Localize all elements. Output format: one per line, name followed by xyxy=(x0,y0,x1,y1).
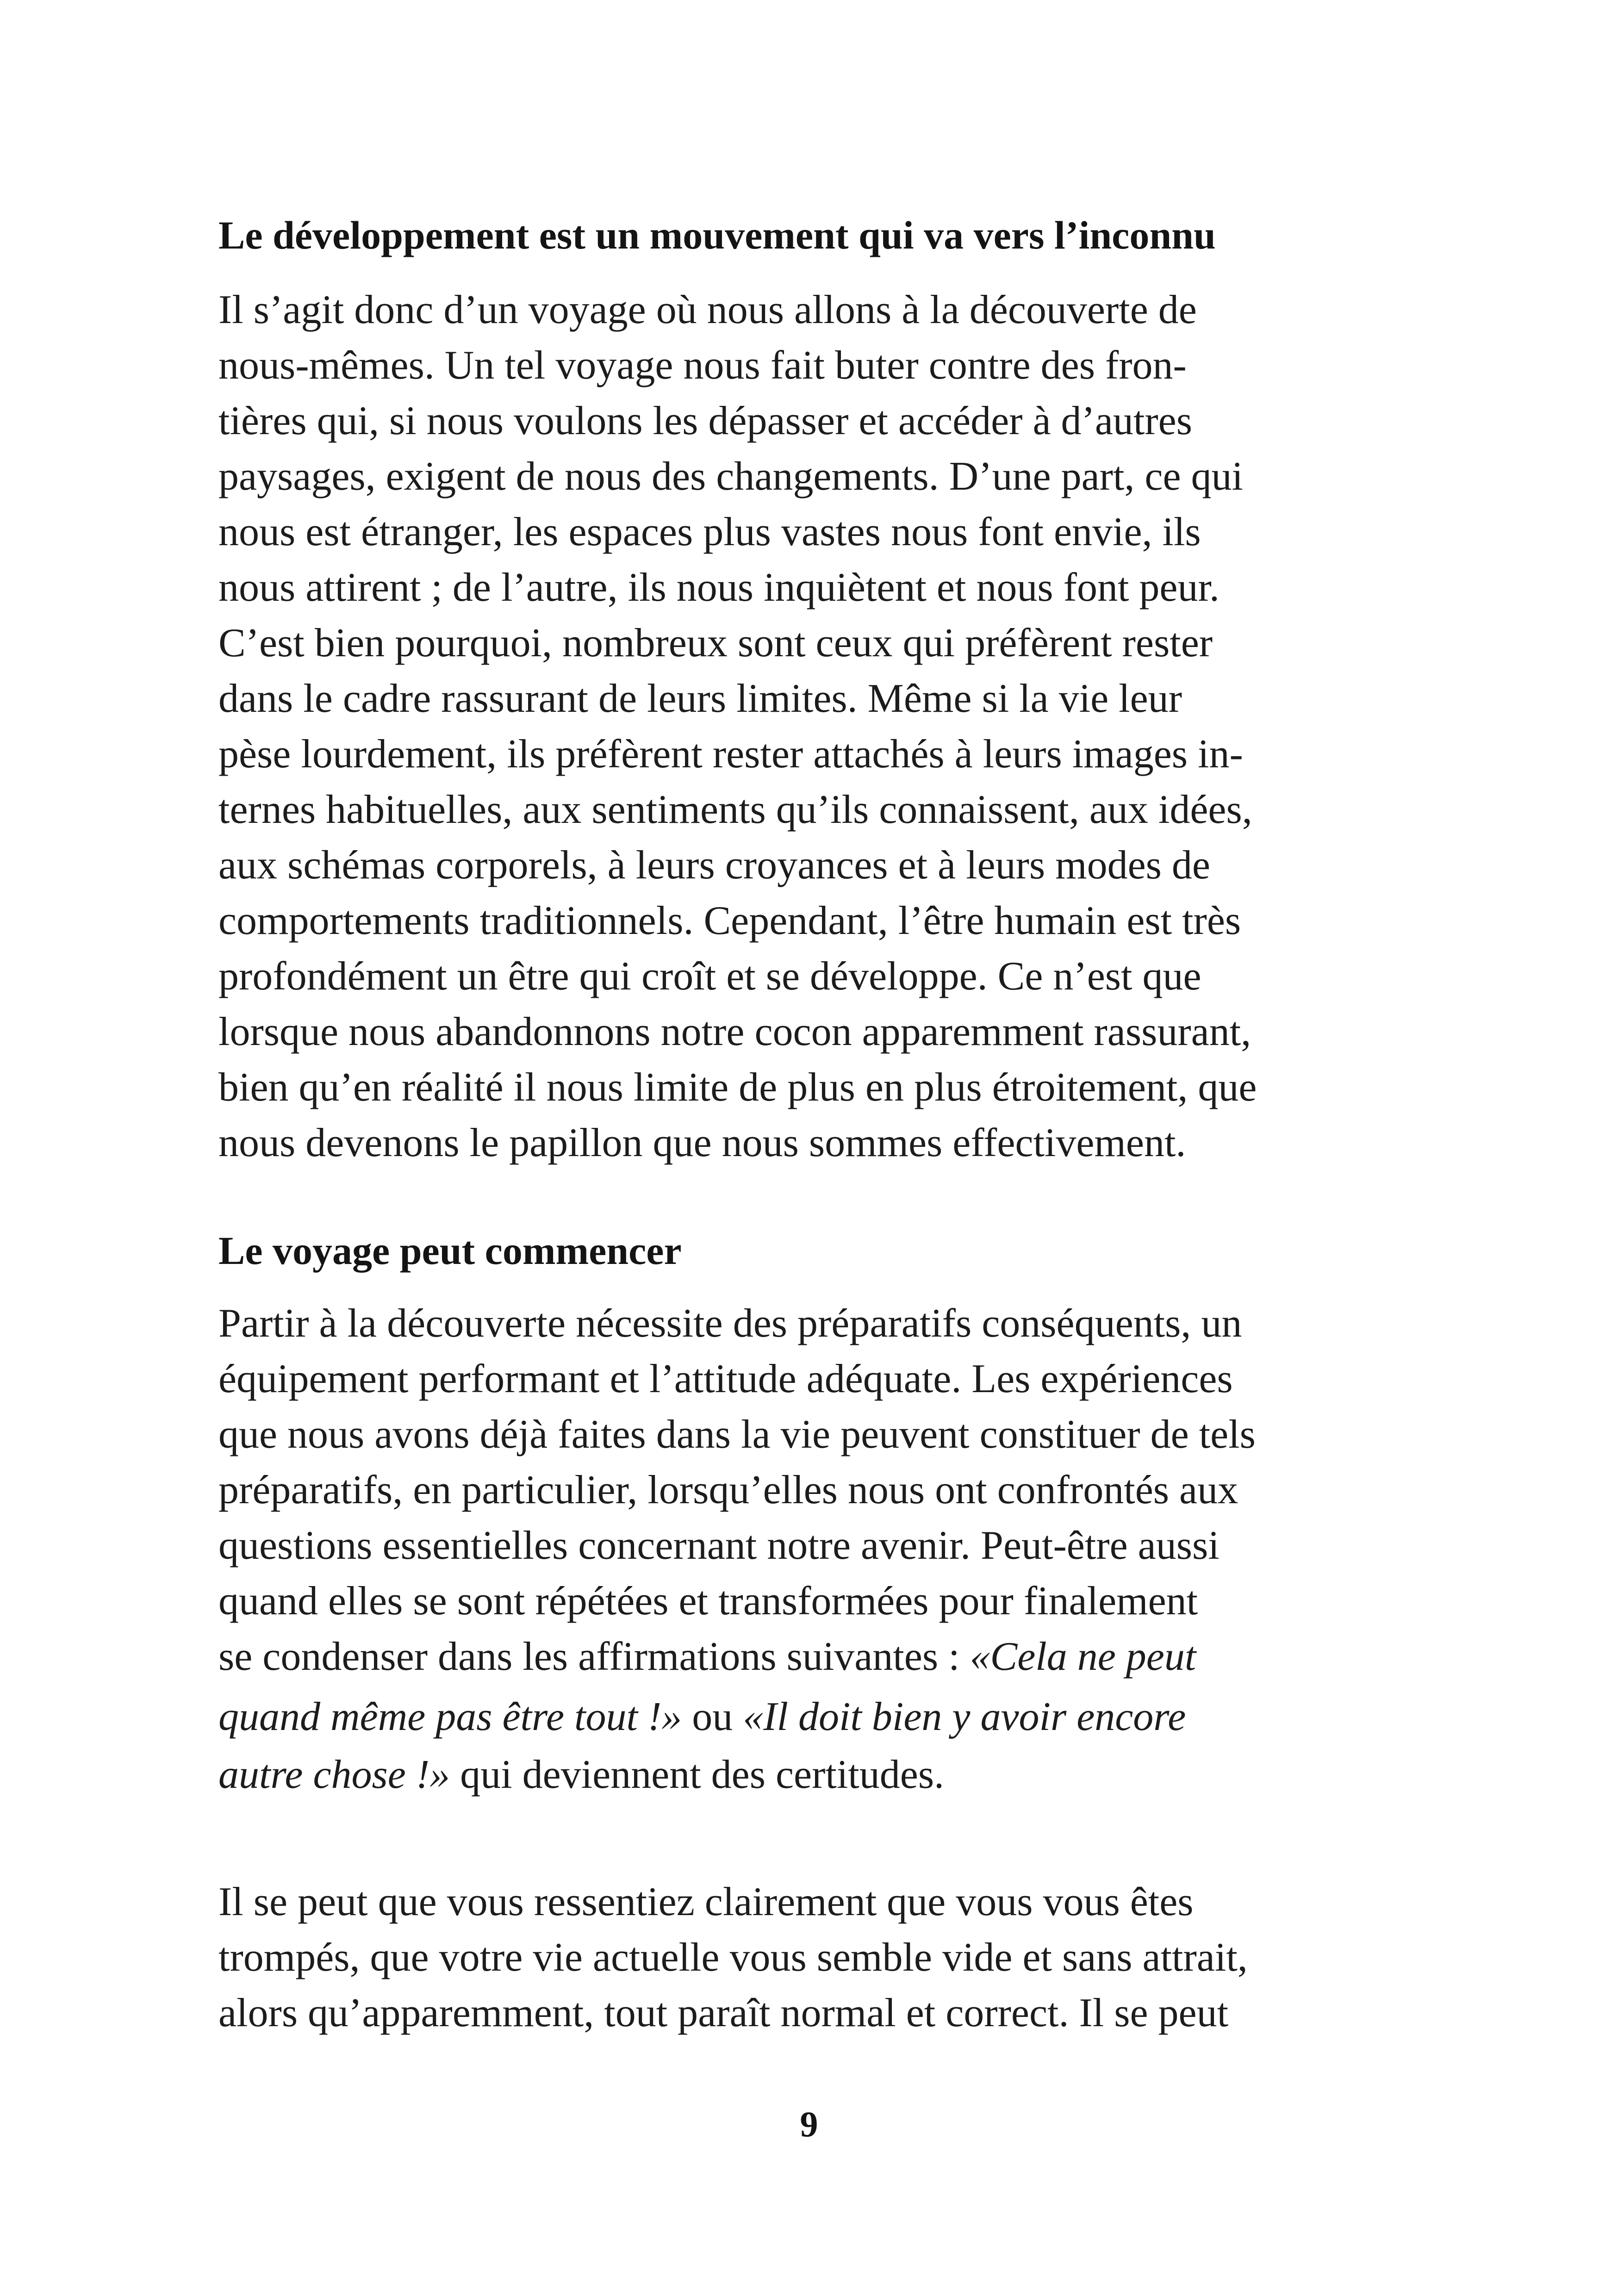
paragraph-line: nous devenons le papillon que nous sommes effectivement. xyxy=(218,1120,1186,1165)
paragraph-line: Il s’agit donc d’un voyage où nous allons à la découverte de xyxy=(218,287,1197,332)
paragraph-line-with-quote xyxy=(218,1694,1186,1740)
paragraph-line: Partir à la découverte nécessite des préparatifs conséquents, un xyxy=(218,1301,1242,1346)
page-number: 9 xyxy=(800,2104,818,2144)
paragraph-line: tières qui, si nous voulons les dépasser et accéder à d’autres xyxy=(218,398,1192,443)
quote-italic: autre chose !» xyxy=(218,1752,450,1797)
paragraph-line: comportements traditionnels. Cependant, l’être humain est très xyxy=(218,898,1241,943)
quote-italic: «Il doit bien y avoir encore xyxy=(743,1694,1186,1739)
text-normal: qui deviennent des certitudes. xyxy=(450,1752,945,1797)
paragraph-line: aux schémas corporels, à leurs croyances et à leurs modes de xyxy=(218,843,1210,888)
quote-italic: quand même pas être tout !» xyxy=(218,1694,682,1739)
paragraph-line: dans le cadre rassurant de leurs limites. Même si la vie leur xyxy=(218,676,1182,721)
paragraph-line: questions essentielles concernant notre avenir. Peut-être aussi xyxy=(218,1523,1220,1568)
paragraph-line: Il se peut que vous ressentiez clairement que vous vous êtes xyxy=(218,1879,1194,1924)
paragraph-line: paysages, exigent de nous des changements. D’une part, ce qui xyxy=(218,454,1243,499)
paragraph-line: alors qu’apparemment, tout paraît normal et correct. Il se peut xyxy=(218,1991,1229,2035)
paragraph-line: pèse lourdement, ils préfèrent rester attachés à leurs images in- xyxy=(218,732,1243,777)
paragraph-line: nous attirent ; de l’autre, ils nous inquiètent et nous font peur. xyxy=(218,565,1220,610)
paragraph-line: nous-mêmes. Un tel voyage nous fait buter contre des fron- xyxy=(218,343,1187,388)
paragraph-line: trompés, que votre vie actuelle vous semble vide et sans attrait, xyxy=(218,1935,1248,1980)
quote-italic: «Cela ne peut xyxy=(970,1634,1196,1679)
paragraph-line: équipement performant et l’attitude adéquate. Les expériences xyxy=(218,1356,1233,1401)
paragraph-line: ternes habituelles, aux sentiments qu’ils connaissent, aux idées, xyxy=(218,787,1252,832)
paragraph-line-with-quote xyxy=(218,1752,944,1798)
text-normal: se condenser dans les affirmations suivantes : xyxy=(218,1634,970,1679)
paragraph-line: que nous avons déjà faites dans la vie peuvent constituer de tels xyxy=(218,1412,1256,1457)
paragraph-line: C’est bien pourquoi, nombreux sont ceux qui préfèrent rester xyxy=(218,621,1213,666)
section-heading-developpement: Le développement est un mouvement qui va vers l’inconnu xyxy=(218,213,1216,257)
paragraph-line-with-quote xyxy=(218,1634,1196,1680)
section-heading-voyage: Le voyage peut commencer xyxy=(218,1228,682,1273)
text-normal: ou xyxy=(682,1694,743,1739)
paragraph-line: lorsque nous abandonnons notre cocon apparemment rassurant, xyxy=(218,1009,1251,1054)
paragraph-line: préparatifs, en particulier, lorsqu’elles nous ont confrontés aux xyxy=(218,1468,1238,1512)
paragraph-line: quand elles se sont répétées et transformées pour finalement xyxy=(218,1579,1198,1624)
paragraph-line: profondément un être qui croît et se développe. Ce n’est que xyxy=(218,954,1201,999)
paragraph-line: nous est étranger, les espaces plus vastes nous font envie, ils xyxy=(218,510,1201,554)
paragraph-line: bien qu’en réalité il nous limite de plus en plus étroitement, que xyxy=(218,1065,1257,1110)
